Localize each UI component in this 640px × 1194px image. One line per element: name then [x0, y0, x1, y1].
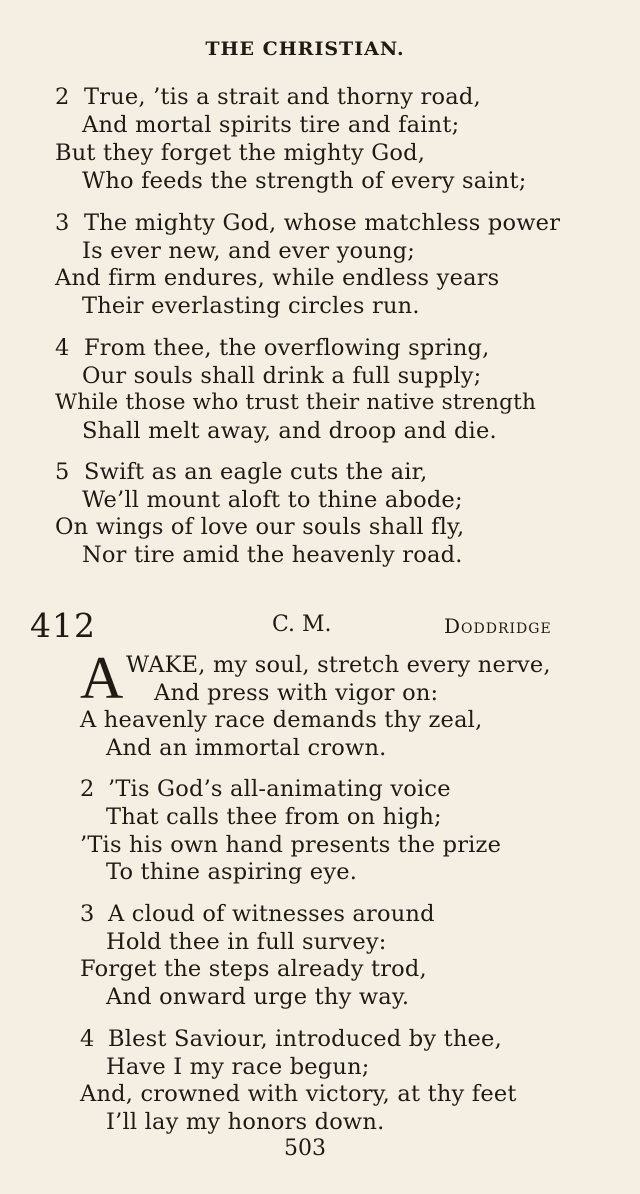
stanza-number: 3	[80, 901, 95, 927]
verse-line: Swift as an eagle cuts the air,	[84, 459, 428, 485]
verse-line: That calls thee from on high;	[106, 804, 442, 830]
stanza-number: 3	[55, 210, 70, 236]
running-header: THE CHRISTIAN.	[205, 38, 405, 60]
hymn-meter: C. M.	[272, 612, 332, 637]
stanza-number: 2	[55, 84, 70, 110]
verse-line: Their everlasting circles run.	[82, 293, 420, 319]
verse-line: ’Tis God’s all-animating voice	[108, 776, 451, 802]
verse-line: A heavenly race demands thy zeal,	[80, 707, 483, 733]
verse-line: Forget the steps already trod,	[80, 956, 427, 982]
verse-line: And firm endures, while endless years	[55, 265, 500, 291]
verse-line: Shall melt away, and droop and die.	[82, 418, 497, 444]
stanza-number: 5	[55, 459, 70, 485]
drop-cap: A	[80, 645, 124, 711]
verse-line: We’ll mount aloft to thine abode;	[82, 487, 463, 513]
page-number: 503	[284, 1136, 326, 1161]
stanza-number: 4	[55, 335, 70, 361]
verse-line: And an immortal crown.	[106, 735, 387, 761]
hymn-number: 412	[30, 606, 96, 645]
verse-line: And, crowned with victory, at thy feet	[80, 1081, 517, 1107]
verse-line: WAKE, my soul, stretch every nerve,	[126, 652, 551, 678]
verse-line: On wings of love our souls shall fly,	[55, 514, 465, 540]
stanza-number: 2	[80, 776, 95, 802]
verse-line: Nor tire amid the heavenly road.	[82, 542, 463, 568]
verse-line: Have I my race begun;	[106, 1054, 370, 1080]
verse-line: I’ll lay my honors down.	[106, 1109, 385, 1135]
hymn-author: Doddridge	[444, 614, 552, 638]
verse-line: To thine aspiring eye.	[106, 859, 358, 885]
verse-line: While those who trust their native strength	[55, 390, 537, 415]
verse-line: ’Tis his own hand presents the prize	[80, 832, 502, 858]
verse-line: And press with vigor on:	[154, 680, 439, 706]
verse-line: A cloud of witnesses around	[108, 901, 435, 927]
stanza-number: 4	[80, 1026, 95, 1052]
verse-line: And mortal spirits tire and faint;	[82, 112, 460, 138]
verse-line: Is ever new, and ever young;	[82, 238, 416, 264]
verse-line: Blest Saviour, introduced by thee,	[108, 1026, 502, 1052]
verse-line: But they forget the mighty God,	[55, 140, 426, 166]
verse-line: The mighty God, whose matchless power	[84, 210, 561, 236]
verse-line: Hold thee in full survey:	[106, 929, 387, 955]
verse-line: True, ’tis a strait and thorny road,	[84, 84, 481, 110]
verse-line: Our souls shall drink a full supply;	[82, 363, 482, 389]
verse-line: Who feeds the strength of every saint;	[82, 168, 527, 194]
verse-line: From thee, the overflowing spring,	[84, 335, 490, 361]
verse-line: And onward urge thy way.	[106, 984, 410, 1010]
